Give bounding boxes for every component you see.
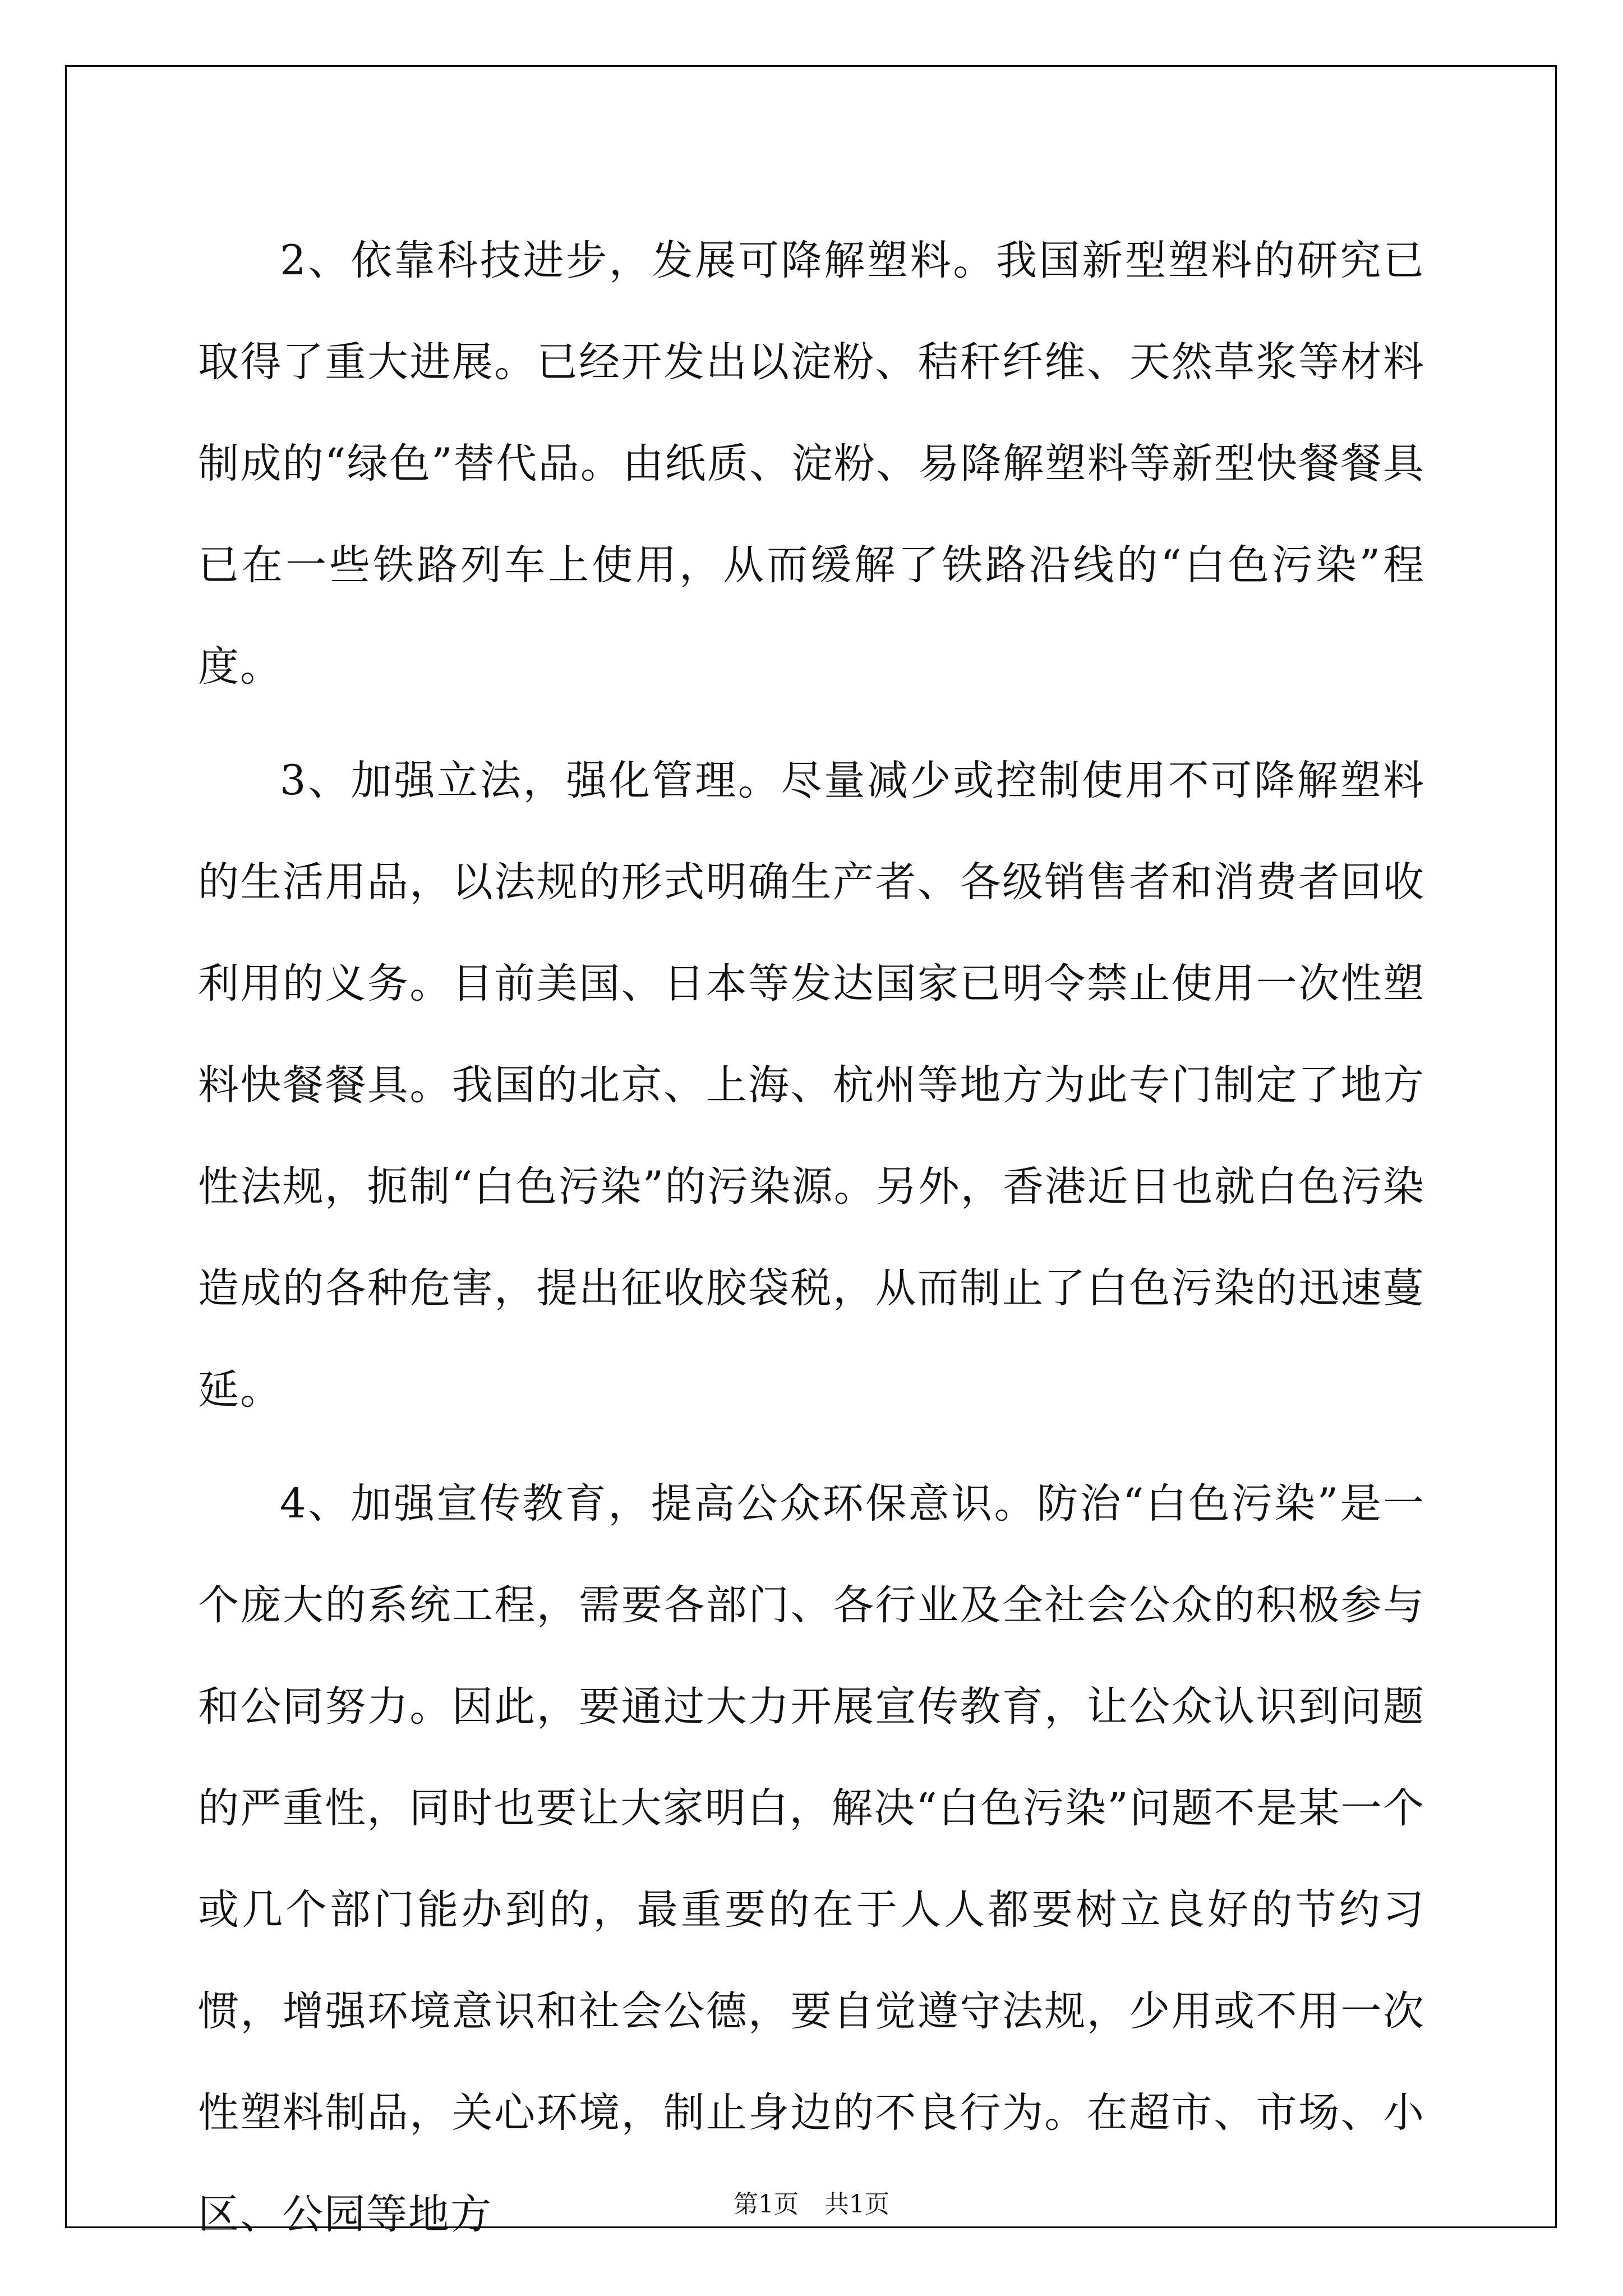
paragraph-3: 3、加强立法，强化管理。尽量减少或控制使用不可降解塑料的生活用品，以法规的形式明确生产者、各级销售者和消费者回收利用的义务。目前美国、日本等发达国家已明令禁止使用一次性塑料快餐餐具。我国的北京、上海、杭州等地方为此专门制定了地方性法规，扼制“白色污染”的污染源。另外，香港近日也就白色污染造成的各种危害，提出征收胶袋税，从而制止了白色污染的迅速蔓延。 bbox=[198, 757, 1425, 1414]
page-number: 第1页 bbox=[734, 2190, 799, 2219]
page-total: 共1页 bbox=[824, 2190, 889, 2219]
page-footer bbox=[0, 2184, 1623, 2220]
paragraph-2: 2、依靠科技进步，发展可降解塑料。我国新型塑料的研究已取得了重大进展。已经开发出以淀粉、秸秆纤维、天然草浆等材料制成的“绿色”替代品。由纸质、淀粉、易降解塑料等新型快餐餐具已在一些铁路列车上使用，从而缓解了铁路沿线的“白色污染”程度。 bbox=[198, 237, 1425, 691]
paragraph-4: 4、加强宣传教育，提高公众环保意识。防治“白色污染”是一个庞大的系统工程，需要各部门、各行业及全社会公众的积极参与和公同努力。因此，要通过大力开展宣传教育，让公众认识到问题的严重性，同时也要让大家明白，解决“白色污染”问题不是某一个或几个部门能办到的，最重要的在于人人都要树立良好的节约习惯，增强环境意识和社会公德，要自觉遵守法规，少用或不用一次性塑料制品，关心环境，制止身边的不良行为。在超市、市场、小区、公园等地方 bbox=[198, 1480, 1425, 2238]
document-body bbox=[198, 210, 1425, 2265]
